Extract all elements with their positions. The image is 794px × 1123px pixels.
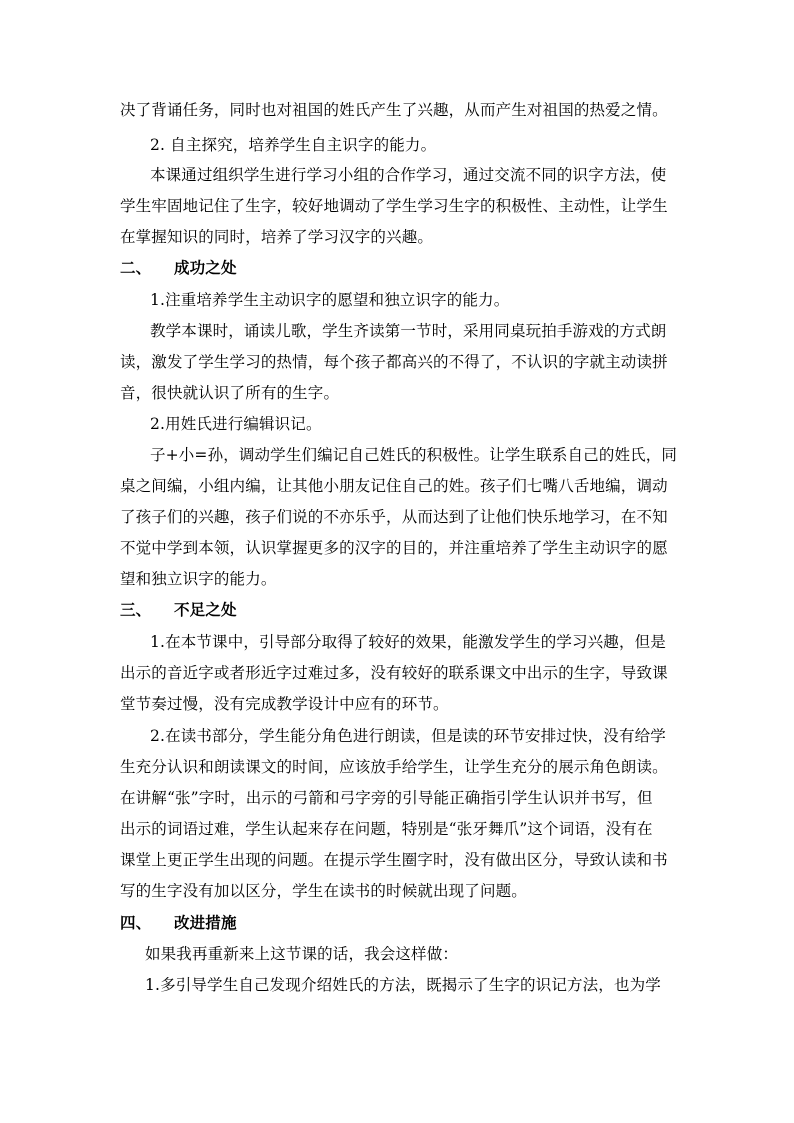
paragraph-line: 了孩子们的兴趣，孩子们说的不亦乐乎，从而达到了让他们快乐地学习，在不知 [120,508,668,526]
paragraph-line: 出示的音近字或者形近字过难过多，没有较好的联系课文中出示的生字，导致课 [120,664,668,682]
section-number: 四、 [120,914,152,932]
section-number: 二、 [120,259,152,277]
paragraph-line: 生充分认识和朗读课文的时间，应该放手给学生，让学生充分的展示角色朗读。 [120,758,668,776]
section-heading [120,258,794,278]
paragraph-line: 1.在本节课中，引导部分取得了较好的效果，能激发学生的学习兴趣，但是 [150,633,666,651]
paragraph-line: 桌之间编，小组内编，让其他小朋友记住自己的姓。孩子们七嘴八舌地编，调动 [120,477,668,495]
list-item: 1.多引导学生自己发现介绍姓氏的方法，既揭示了生字的识记方法，也为学 [145,976,661,994]
paragraph-line: 出示的词语过难，学生认起来存在问题，特别是“张牙舞爪”这个词语，没有在 [120,820,653,838]
paragraph-line: 读，激发了学生学习的热情，每个孩子都高兴的不得了，不认识的字就主动读拼 [120,353,668,371]
section-heading [120,913,794,933]
paragraph-line: 2.在读书部分，学生能分角色进行朗读，但是读的环节安排过快，没有给学 [150,727,666,745]
paragraph-line: 子+小=孙，调动学生们编记自己姓氏的积极性。让学生联系自己的姓氏，同 [150,446,678,464]
section-heading [120,600,794,620]
list-item: 2. 自主探究，培养学生自主识字的能力。 [150,136,437,154]
paragraph-line: 写的生字没有加以区分，学生在读书的时候就出现了问题。 [120,882,527,900]
paragraph-line: 课堂上更正学生出现的问题。在提示学生圈字时，没有做出区分，导致认读和书 [120,851,668,869]
paragraph-line: 教学本课时，诵读儿歌，学生齐读第一节时，采用同桌玩拍手游戏的方式朗 [150,322,667,340]
section-number: 三、 [120,601,152,619]
paragraph-line: 堂节奏过慢，没有完成教学设计中应有的环节。 [120,695,449,713]
list-item: 1.注重培养学生主动识字的愿望和独立识字的能力。 [150,291,510,309]
paragraph-line: 决了背诵任务，同时也对祖国的姓氏产生了兴趣，从而产生对祖国的热爱之情。 [120,101,668,119]
paragraph-line: 音，很快就认识了所有的生字。 [120,384,340,402]
section-title: 成功之处 [174,259,237,277]
paragraph-line: 在掌握知识的同时，培养了学习汉字的兴趣。 [120,228,434,246]
section-title: 改进措施 [174,914,237,932]
list-item: 2.用姓氏进行编辑识记。 [150,415,322,433]
paragraph-line: 学生牢固地记住了生字，较好地调动了学生学习生字的积极性、主动性，让学生 [120,197,668,215]
section-title: 不足之处 [174,601,237,619]
paragraph-line: 在讲解“张”字时，出示的弓箭和弓字旁的引导能正确指引学生认识并书写，但 [120,789,653,807]
paragraph-line: 如果我再重新来上这节课的话，我会这样做： [145,945,459,963]
paragraph-line: 不觉中学到本领，认识掌握更多的汉字的目的，并注重培养了学生主动识字的愿 [120,539,668,557]
paragraph-line: 本课通过组织学生进行学习小组的合作学习，通过交流不同的识字方法，使 [150,166,667,184]
paragraph-line: 望和独立识字的能力。 [120,570,277,588]
